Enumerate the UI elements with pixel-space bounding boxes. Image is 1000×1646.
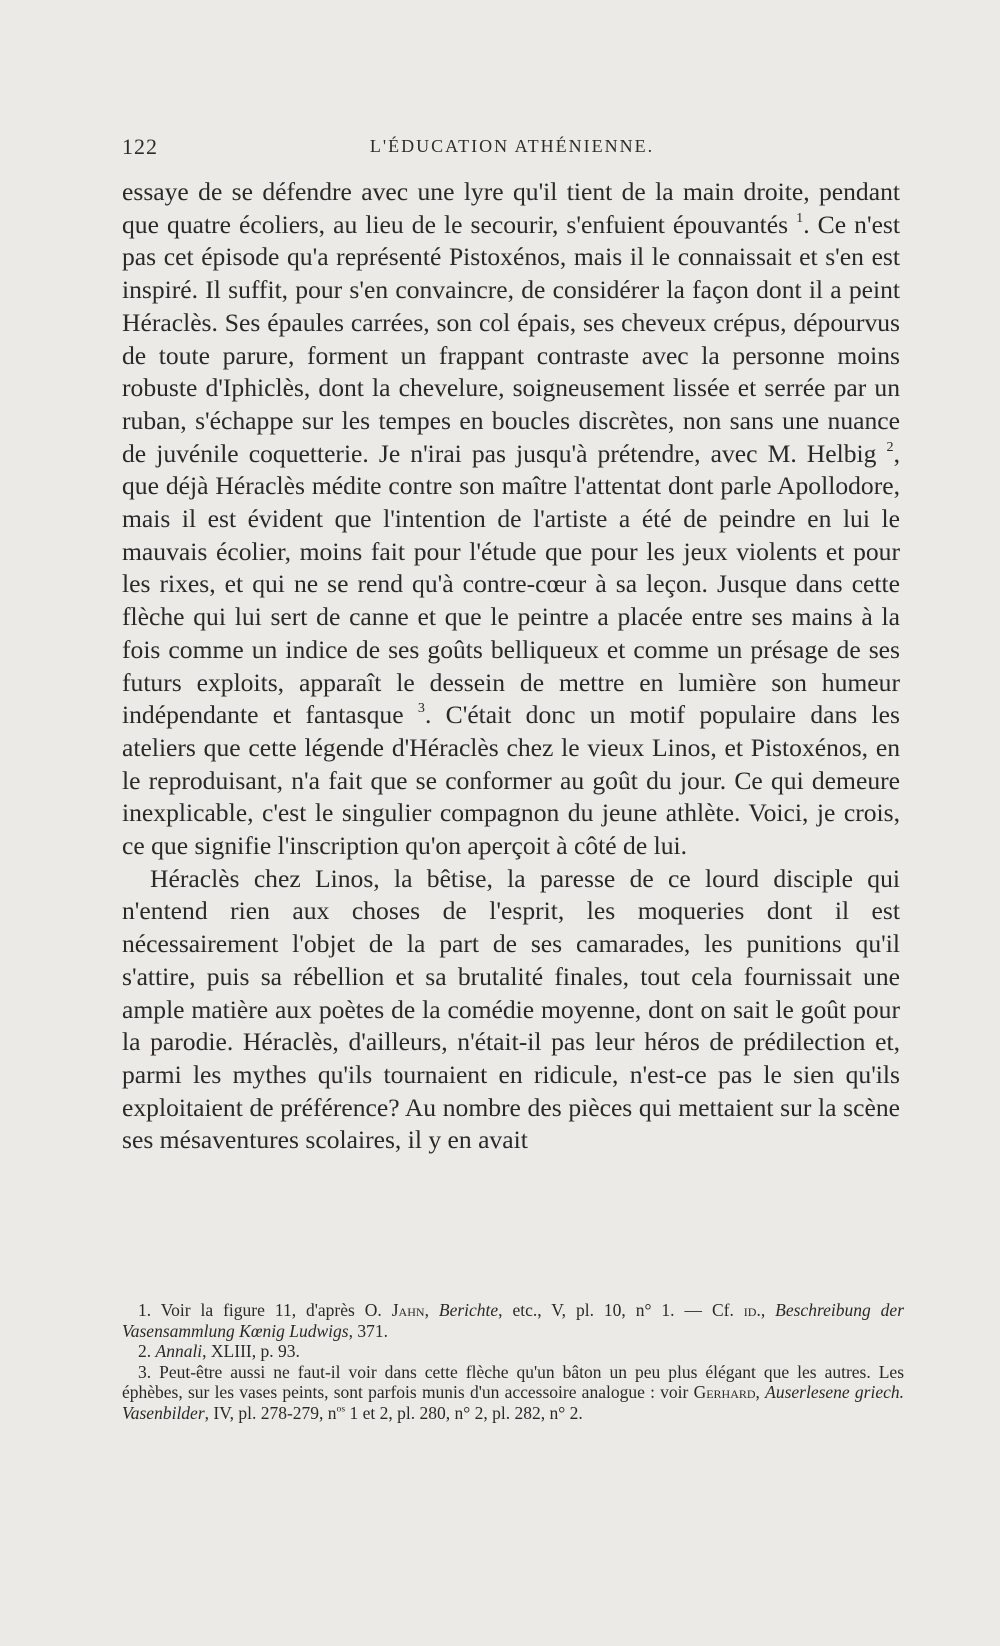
paragraph-1-text-a: essaye de se défendre avec une lyre qu'il tient de la main droite, pendant que quatre écoliers, au lieu de le secourir, s'enfuient épouvantés	[122, 177, 900, 239]
page-header	[122, 134, 902, 164]
page-number: 122	[122, 134, 158, 159]
footnote-2-title: Annali	[155, 1341, 203, 1361]
body-text	[122, 176, 900, 1157]
footnote-3-author: Gerhard	[693, 1382, 756, 1402]
footnote-1-title2: Beschreibung der Vasensammlung Kœnig Ludwigs	[122, 1300, 905, 1341]
footnote-1-text: 1. Voir la figure 11, d'après O.	[138, 1300, 392, 1320]
footnote-3-title: Auserlesene griech. Vasenbilder	[122, 1382, 904, 1423]
footnote-1-ref: , etc., V, pl. 10, n° 1. — Cf.	[498, 1300, 744, 1320]
footnote-3-ref: , IV, pl. 278-279, n	[204, 1402, 337, 1423]
footnote-1-sep2: ,	[760, 1300, 776, 1320]
footnote-3-ref2: 1 et 2, pl. 280, n° 2, pl. 282, n° 2.	[345, 1402, 583, 1423]
footnote-2-num: 2.	[138, 1341, 156, 1361]
footnote-3	[122, 1362, 904, 1424]
footnote-1-page: , 371.	[348, 1320, 388, 1341]
footnote-ref-1: 1	[796, 209, 804, 226]
footnote-1	[122, 1300, 904, 1341]
footnotes	[122, 1300, 904, 1423]
footnote-1-sep: ,	[424, 1300, 439, 1320]
footnote-1-idem: id.	[743, 1300, 761, 1320]
paragraph-1	[122, 176, 900, 863]
paragraph-1-text-d: . C'était donc un motif populaire dans les ateliers que cette légende d'Héraclès chez le vieux Linos, et Pistoxénos, en le reproduisant, n'a fait que se conformer au goût du jour. Ce qui demeure inexplicable, c'est le singulier compagnon du jeune athlète. Voici, je crois, ce que signifie l'inscription qu'on aperçoit à côté de lui.	[122, 700, 900, 861]
footnote-1-author: Jahn	[391, 1300, 425, 1320]
footnote-3-sup: os	[336, 1402, 346, 1414]
footnote-ref-3: 3	[417, 700, 425, 716]
footnote-2	[122, 1341, 904, 1362]
paragraph-2: Héraclès chez Linos, la bêtise, la paresse de ce lourd disciple qui n'entend rien aux choses de l'esprit, les moqueries dont il est nécessairement l'objet de la part de ses camarades, les punitions qu'il s'attire, puis sa rébellion et sa brutalité finales, tout cela fournissait une ample matière aux poètes de la comédie moyenne, dont on sait le goût pour la parodie. Héraclès, d'ailleurs, n'était-il pas leur héros de prédilection et, parmi les mythes qu'ils tournaient en ridicule, n'est-ce pas le sien qu'ils exploitaient de préférence? Au nombre des pièces qui mettaient sur la scène ses mésaventures scolaires, il y en avait	[122, 863, 900, 1155]
paragraph-1-text-c: , que déjà Héraclès médite contre son maître l'attentat dont parle Apollodore, mais il est évident que l'intention de l'artiste a été de peindre en lui le mauvais écolier, moins fait pour l'étude que pour les jeux violents et pour les rixes, et qui ne se rend qu'à contre-cœur à sa leçon. Jusque dans cette flèche qui lui sert de canne et que le peintre a placée entre ses mains à la fois comme un indice de ses goûts belliqueux et comme un présage de ses futurs exploits, apparaît le dessein de mettre en lumière son humeur indépendante et fantasque	[122, 438, 900, 730]
footnote-1-title: Berichte	[438, 1300, 499, 1320]
footnote-2-ref: , XLIII, p. 93.	[202, 1341, 300, 1361]
footnote-3-text: 3. Peut-être aussi ne faut-il voir dans cette flèche qu'un bâton un peu plus élégant que les autres. Les éphèbes, sur les vases peints, sont parfois munis d'un accessoire analogue : voir	[122, 1361, 904, 1402]
running-title: L'ÉDUCATION ATHÉNIENNE.	[369, 136, 655, 156]
paragraph-1-text-b: . Ce n'est pas cet épisode qu'a représenté Pistoxénos, mais il le connaissait et s'en est inspiré. Il suffit, pour s'en convaincre, de considérer la façon dont il a peint Héraclès. Ses épaules carrées, son col épais, ses cheveux crépus, dépourvus de toute parure, forment un frappant contraste avec la personne moins robuste d'Iphiclès, dont la chevelure, soigneusement lissée et serrée par un ruban, s'échappe sur les tempes en boucles discrètes, non sans une nuance de juvénile coquetterie. Je n'irai pas jusqu'à prétendre, avec M. Helbig	[122, 209, 901, 468]
footnote-3-sep: ,	[755, 1382, 766, 1402]
footnote-ref-2: 2	[886, 438, 894, 455]
